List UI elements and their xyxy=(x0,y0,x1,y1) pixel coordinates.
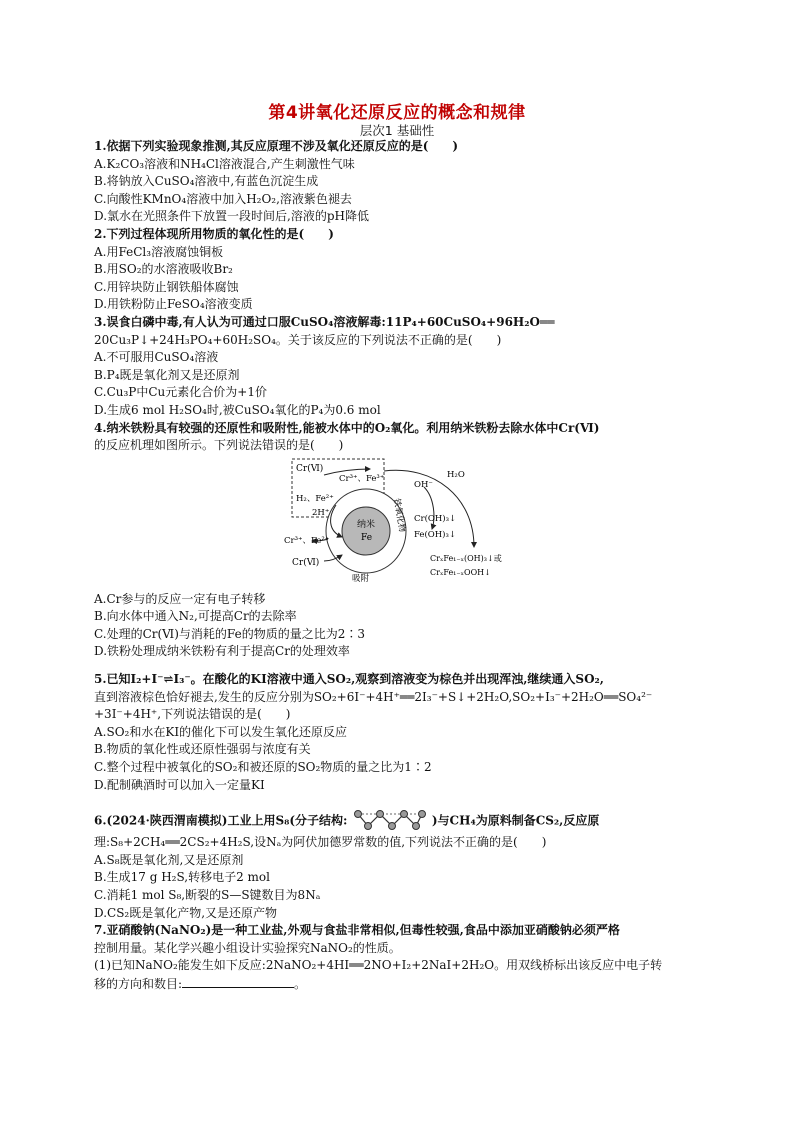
s8-ring-icon xyxy=(352,808,428,834)
label-cr3-fe2: Cr³⁺、Fe²⁺ xyxy=(284,535,330,546)
q3-option-a: A.不可服用CuSO₄溶液 xyxy=(94,350,219,365)
label-adsorb: 吸附 xyxy=(352,573,370,584)
label-water: H₂O xyxy=(447,469,465,480)
q5-stem-line3: +3I⁻+4H⁺,下列说法错误的是( ) xyxy=(94,707,291,722)
q3-option-c: C.Cu₃P中Cu元素化合价为+1价 xyxy=(94,385,267,400)
q6-option-b: B.生成17 g H₂S,转移电子2 mol xyxy=(94,870,270,885)
q3-stem-line1: 3.误食白磷中毒,有人认为可通过口服CuSO₄溶液解毒:11P₄+60CuSO₄+96H₂O══ xyxy=(94,314,555,329)
q6-stem-line2: 理:S₈+2CH₄══2CS₂+4H₂S,设Nₐ为阿伏加德罗常数的值,下列说法不正确的是( ) xyxy=(94,835,547,850)
q2-option-c: C.用锌块防止钢铁船体腐蚀 xyxy=(94,279,239,294)
q2-option-b: B.用SO₂的水溶液吸收Br₂ xyxy=(94,262,233,277)
q3-option-b: B.P₄既是氧化剂又是还原剂 xyxy=(94,367,240,382)
label-cr3-fe3: Cr³⁺、Fe³⁺ xyxy=(339,473,385,484)
answer-blank[interactable] xyxy=(182,975,294,988)
label-fe-oh3: Fe(OH)₃↓ xyxy=(414,529,457,540)
nano-iron-mechanism-diagram xyxy=(94,457,704,587)
page-title: 第4讲氧化还原反应的概念和规律 xyxy=(268,103,526,123)
level-subtitle: 层次1 基础性 xyxy=(359,123,435,138)
q6-option-d: D.CS₂既是氧化产物,又是还原产物 xyxy=(94,905,278,920)
q3-option-d: D.生成6 mol H₂SO₄时,被CuSO₄氧化的P₄为0.6 mol xyxy=(94,402,381,417)
label-cr6-bottom: Cr(Ⅵ) xyxy=(292,557,320,568)
q5-option-a: A.SO₂和水在KI的催化下可以发生氧化还原反应 xyxy=(94,724,348,739)
q6-stem-part1: 6.(2024·陕西渭南模拟)工业上用S₈(分子结构: xyxy=(94,813,348,828)
q5-option-b: B.物质的氧化性或还原性强弱与浓度有关 xyxy=(94,742,311,757)
label-prod2: CrₓFe₁₋ₓOOH↓ xyxy=(430,567,491,577)
q5-option-c: C.整个过程中被氧化的SO₂和被还原的SO₂物质的量之比为1∶2 xyxy=(94,760,432,775)
q4-option-c: C.处理的Cr(Ⅵ)与消耗的Fe的物质的量之比为2∶3 xyxy=(94,626,365,641)
q6-option-c: C.消耗1 mol S₈,断裂的S—S键数目为8Nₐ xyxy=(94,888,321,902)
q2-stem: 2.下列过程体现所用物质的氧化性的是( ) xyxy=(94,226,334,241)
q7-part1-line2 xyxy=(94,975,704,994)
q7-stem-line2: 控制用量。某化学兴趣小组设计实验探究NaNO₂的性质。 xyxy=(94,940,401,955)
q2-option-a: A.用FeCl₃溶液腐蚀铜板 xyxy=(94,244,224,259)
q1-option-b: B.将钠放入CuSO₄溶液中,有蓝色沉淀生成 xyxy=(94,174,319,189)
label-h2-fe2: H₂、Fe²⁺ xyxy=(296,493,334,504)
q7-part1-prompt: 移的方向和数目: xyxy=(94,976,183,991)
q6-stem-part2: )与CH₄为原料制备CS₂,反应原 xyxy=(431,813,600,828)
q5-stem-line1: 5.已知I₂+I⁻⇌I₃⁻。在酸化的KI溶液中通入SO₂,观察到溶液变为棕色并出现浑浊,继续通入SO₂, xyxy=(94,672,604,687)
q4-option-a: A.Cr参与的反应一定有电子转移 xyxy=(94,591,266,606)
q1-stem: 1.依据下列实验现象推测,其反应原理不涉及氧化还原反应的是( ) xyxy=(94,139,459,153)
q4-option-d: D.铁粉处理成纳米铁粉有利于提高Cr的处理效率 xyxy=(94,644,350,659)
label-oh: OH⁻ xyxy=(414,479,433,490)
q5-option-d: D.配制碘酒时可以加入一定量KI xyxy=(94,777,265,792)
q7-stem-line1: 7.亚硝酸钠(NaNO₂)是一种工业盐,外观与食盐非常相似,但毒性较强,食品中添加亚硝酸钠必须严格 xyxy=(94,923,620,938)
q6-stem-line1 xyxy=(94,808,704,834)
q4-option-b: B.向水体中通入N₂,可提高Cr的去除率 xyxy=(94,609,297,624)
q7-part1-line1: (1)已知NaNO₂能发生如下反应:2NaNO₂+4HI══2NO+I₂+2NaI+2H₂O。用双线桥标出该反应中电子转 xyxy=(94,958,663,973)
q2-option-d: D.用铁粉防止FeSO₄溶液变质 xyxy=(94,297,253,312)
q1-option-a: A.K₂CO₃溶液和NH₄Cl溶液混合,产生刺激性气味 xyxy=(94,156,355,171)
q6-option-a: A.S₈既是氧化剂,又是还原剂 xyxy=(94,852,244,867)
label-core-line2: Fe xyxy=(361,532,373,543)
iron-core xyxy=(342,507,390,555)
q1-option-d: D.氯水在光照条件下放置一段时间后,溶液的pH降低 xyxy=(94,209,369,224)
q1-option-c: C.向酸性KMnO₄溶液中加入H₂O₂,溶液紫色褪去 xyxy=(94,191,352,206)
label-cr6-top: Cr(Ⅵ) xyxy=(296,463,324,474)
q3-stem-line2: 20Cu₃P↓+24H₃PO₄+60H₂SO₄。关于该反应的下列说法不正确的是( ) xyxy=(94,332,502,347)
label-prod1: CrₓFe₁₋ₓ(OH)₃↓或 xyxy=(430,553,502,563)
q4-stem-line2: 的反应机理如图所示。下列说法错误的是( ) xyxy=(94,438,344,453)
label-cr-oh3: Cr(OH)₃↓ xyxy=(414,513,457,524)
label-shell: 铁氧化物 xyxy=(391,497,407,533)
label-core-line1: 纳米 xyxy=(357,519,376,530)
label-2h: 2H⁺ xyxy=(312,507,330,518)
mechanism-svg xyxy=(284,457,534,585)
q7-part1-end: 。 xyxy=(294,976,307,991)
q4-stem-line1: 4.纳米铁粉具有较强的还原性和吸附性,能被水体中的O₂氧化。利用纳米铁粉去除水体中Cr(Ⅵ) xyxy=(94,420,600,435)
questions xyxy=(94,138,704,994)
q5-stem-line2: 直到溶液棕色恰好褪去,发生的反应分别为SO₂+6I⁻+4H⁺══2I₃⁻+S↓+2H₂O,SO₂+I₃⁻+2H₂O══SO₄²⁻ xyxy=(94,689,653,704)
